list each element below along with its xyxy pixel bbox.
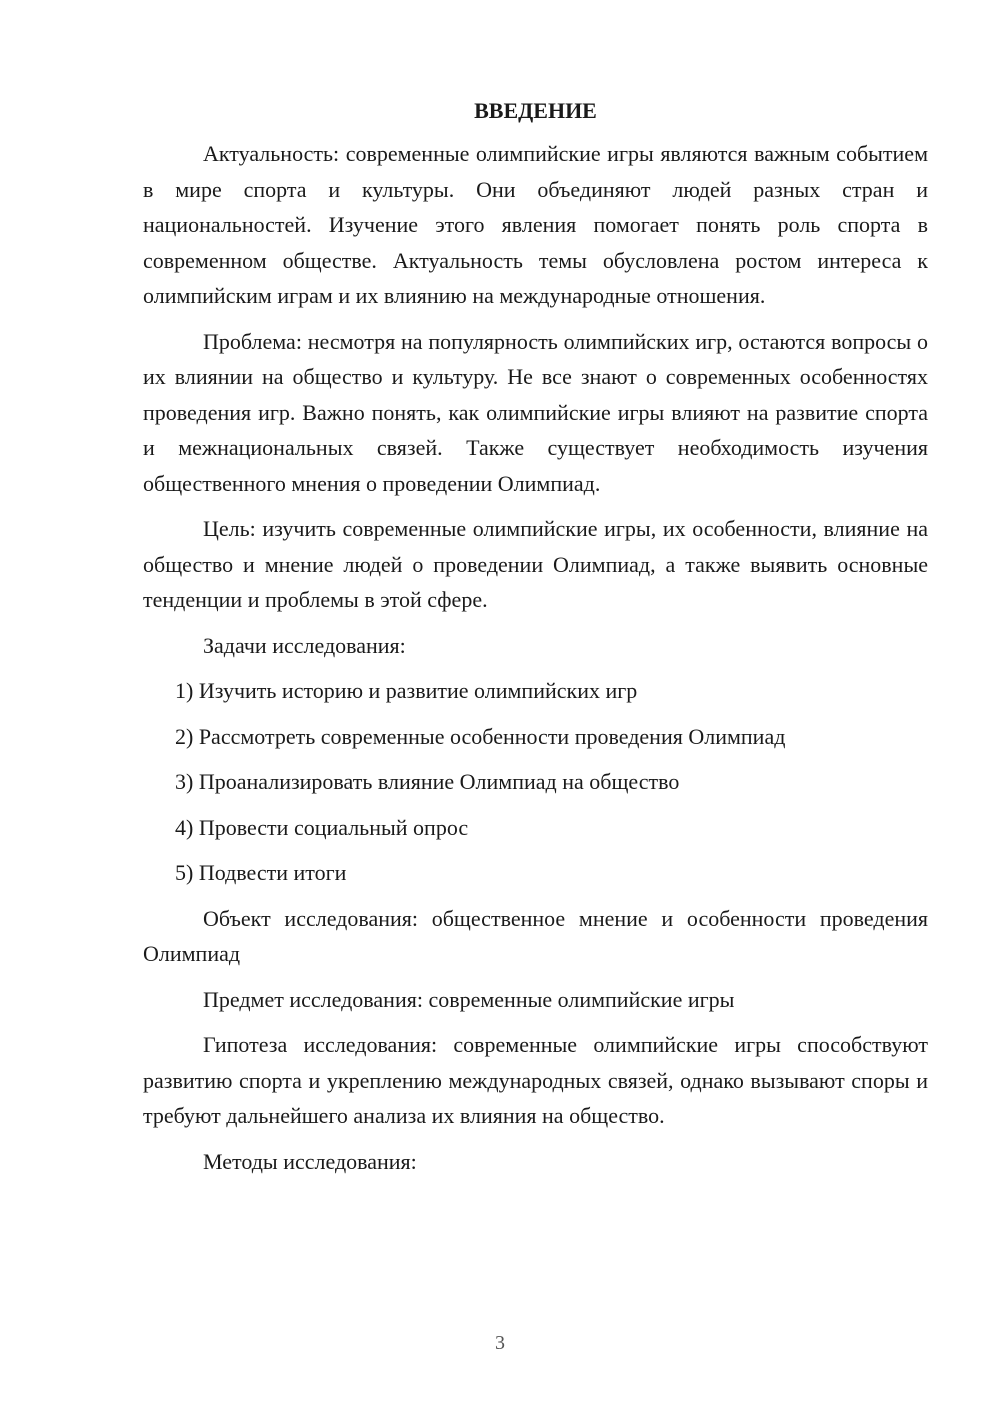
problem-paragraph: Проблема: несмотря на популярность олимпийских игр, остаются вопросы о их влиянии на общество и культуру. Не все знают о современных особенностях проведения игр. Важно понять, как олимпийские игры влияют на развитие спорта и межнациональных связей. Также существует необходимость изучения общественного мнения о проведении Олимпиад. — [143, 328, 928, 496]
goal-paragraph: Цель: изучить современные олимпийские игры, их особенности, влияние на общество и мнение людей о проведении Олимпиад, а также выявить основные тенденции и проблемы в этой сфере. — [143, 516, 928, 612]
list-item: 2) Рассмотреть современные особенности проведения Олимпиад — [175, 723, 786, 749]
subject-paragraph: Предмет исследования: современные олимпийские игры — [203, 986, 735, 1012]
list-item: 4) Провести социальный опрос — [175, 814, 469, 840]
list-item: 3) Проанализировать влияние Олимпиад на общество — [175, 769, 680, 794]
list-item: 1) Изучить историю и развитие олимпийских игр — [175, 678, 638, 703]
page-title: ВВЕДЕНИЕ — [474, 98, 597, 123]
tasks-heading: Задачи исследования: — [203, 632, 406, 658]
page-content — [143, 94, 928, 1179]
tasks-list — [143, 673, 928, 891]
relevance-paragraph: Актуальность: современные олимпийские игры являются важным событием в мире спорта и культуры. Они объединяют людей разных стран и национальностей. Изучение этого явления помогает понять роль спорта в современном обществе. Актуальность темы обусловлена ростом интереса к олимпийским играм и их влиянию на международные отношения. — [143, 141, 928, 308]
page-number: 3 — [495, 1332, 505, 1354]
methods-heading: Методы исследования: — [203, 1148, 417, 1174]
hypothesis-paragraph: Гипотеза исследования: современные олимпийские игры способствуют развитию спорта и укреплению международных связей, однако вызывают споры и требуют дальнейшего анализа их влияния на общество. — [143, 1032, 928, 1128]
object-paragraph: Объект исследования: общественное мнение и особенности проведения Олимпиад — [143, 905, 928, 966]
list-item: 5) Подвести итоги — [175, 860, 347, 885]
